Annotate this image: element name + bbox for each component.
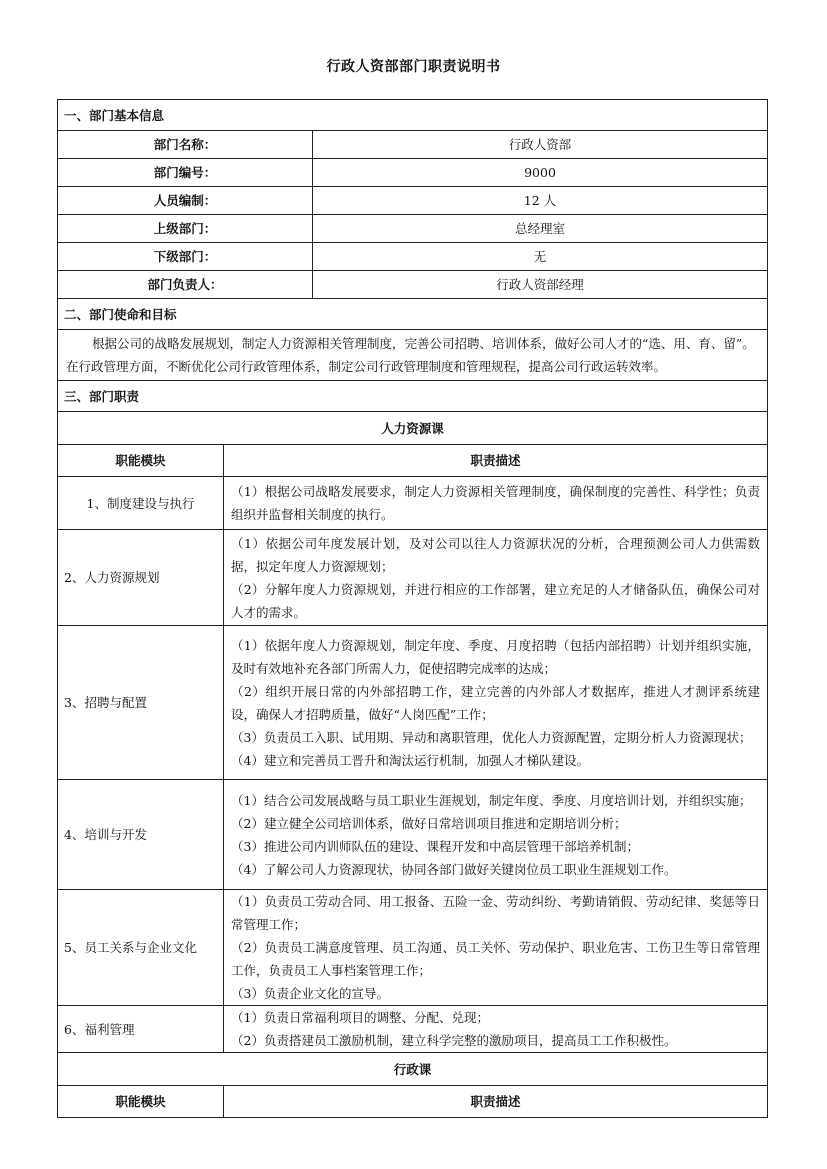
duty-item: （1）负责员工劳动合同、用工报备、五险一金、劳动纠纷、考勤请销假、劳动纪律、奖惩等日常管理工作； bbox=[231, 894, 760, 932]
info-value: 9000 bbox=[313, 159, 768, 187]
table-row bbox=[58, 780, 768, 890]
info-label: 部门编号： bbox=[58, 159, 313, 187]
module-name: 4、培训与开发 bbox=[58, 780, 224, 890]
info-label: 部门名称： bbox=[58, 131, 313, 159]
module-name: 2、人力资源规划 bbox=[58, 530, 224, 626]
duty-item: （4）了解公司人力资源现状，协同各部门做好关键岗位员工职业生涯规划工作。 bbox=[231, 861, 677, 877]
duty-item: （2）组织开展日常的内外部招聘工作，建立完善的内外部人才数据库，推进人才测评系统建设，确保人才招聘质量，做好“人岗匹配”工作； bbox=[231, 683, 760, 722]
module-desc bbox=[224, 626, 768, 780]
info-label: 下级部门： bbox=[58, 243, 313, 271]
module-desc bbox=[224, 530, 768, 626]
module-desc bbox=[224, 780, 768, 890]
section-header-duties bbox=[58, 381, 768, 412]
admin-column-header-row bbox=[58, 1086, 768, 1118]
module-desc bbox=[224, 890, 768, 1006]
duty-item: （3）负责员工入职、试用期、异动和离职管理，优化人力资源配置，定期分析人力资源现状； bbox=[231, 729, 752, 745]
table-row bbox=[58, 890, 768, 1006]
duty-item: （1）负责日常福利项目的调整、分配、兑现； bbox=[231, 1010, 489, 1025]
info-value: 总经理室 bbox=[313, 215, 768, 243]
duty-item: （2）建立健全公司培训体系，做好日常培训项目推进和定期培训分析； bbox=[231, 815, 627, 831]
info-row bbox=[58, 131, 768, 159]
subsection-hr bbox=[58, 412, 768, 445]
module-desc bbox=[224, 1006, 768, 1053]
section3-heading: 三、部门职责 bbox=[58, 381, 768, 412]
info-value: 行政人资部 bbox=[313, 131, 768, 159]
duty-item: （3）负责企业文化的宣导。 bbox=[231, 986, 389, 1001]
module-name: 1、制度建设与执行 bbox=[58, 477, 224, 530]
col-header-desc: 职责描述 bbox=[224, 445, 768, 477]
info-row bbox=[58, 187, 768, 215]
info-label: 人员编制： bbox=[58, 187, 313, 215]
mission-text: 根据公司的战略发展规划，制定人力资源相关管理制度，完善公司招聘、培训体系，做好公司人才的“选、用、育、留”。在行政管理方面，不断优化公司行政管理体系，制定公司行政管理制度和管理规程，提高公司行政运转效率。 bbox=[58, 330, 768, 381]
responsibility-table bbox=[57, 99, 768, 1118]
admin-subsection-title: 行政课 bbox=[58, 1053, 768, 1086]
info-value: 行政人资部经理 bbox=[313, 271, 768, 299]
duty-item: （4）建立和完善员工晋升和淘汰运行机制，加强人才梯队建设。 bbox=[231, 752, 589, 768]
duty-item: （2）分解年度人力资源规划，并进行相应的工作部署，建立充足的人才储备队伍，确保公司对人才的需求。 bbox=[231, 581, 760, 620]
duty-item: （1）根据公司战略发展要求，制定人力资源相关管理制度，确保制度的完善性、科学性；负责组织并监督相关制度的执行。 bbox=[231, 484, 760, 522]
duty-item: （2）负责搭建员工激励机制，建立科学完整的激励项目，提高员工工作积极性。 bbox=[231, 1033, 677, 1048]
info-row bbox=[58, 215, 768, 243]
hr-subsection-title: 人力资源课 bbox=[58, 412, 768, 445]
table-row bbox=[58, 1006, 768, 1053]
col-header-module: 职能模块 bbox=[58, 1086, 224, 1118]
info-row bbox=[58, 159, 768, 187]
duty-item: （1）结合公司发展战略与员工职业生涯规划，制定年度、季度、月度培训计划，并组织实施； bbox=[231, 792, 752, 808]
section-header-basic-info bbox=[58, 100, 768, 131]
info-row bbox=[58, 243, 768, 271]
col-header-module: 职能模块 bbox=[58, 445, 224, 477]
hr-column-header-row bbox=[58, 445, 768, 477]
module-name: 6、福利管理 bbox=[58, 1006, 224, 1053]
duty-item: （1）依据公司年度发展计划，及对公司以往人力资源状况的分析，合理预测公司人力供需数据，拟定年度人力资源规划； bbox=[231, 535, 760, 574]
duty-item: （2）负责员工满意度管理、员工沟通、员工关怀、劳动保护、职业危害、工伤卫生等日常管理工作，负责员工人事档案管理工作； bbox=[231, 940, 760, 978]
duty-item: （3）推进公司内训师队伍的建设、课程开发和中高层管理干部培养机制； bbox=[231, 838, 639, 854]
page-title: 行政人资部部门职责说明书 bbox=[326, 59, 501, 75]
table-row bbox=[58, 626, 768, 780]
duty-item: （1）依据年度人力资源规划，制定年度、季度、月度招聘（包括内部招聘）计划并组织实施，及时有效地补充各部门所需人力，促使招聘完成率的达成； bbox=[231, 637, 760, 676]
mission-row bbox=[58, 330, 768, 381]
info-row bbox=[58, 271, 768, 299]
info-value: 无 bbox=[313, 243, 768, 271]
module-desc bbox=[224, 477, 768, 530]
module-name: 5、员工关系与企业文化 bbox=[58, 890, 224, 1006]
info-label: 上级部门： bbox=[58, 215, 313, 243]
module-name: 3、招聘与配置 bbox=[58, 626, 224, 780]
section1-heading: 一、部门基本信息 bbox=[58, 100, 768, 131]
info-label: 部门负责人： bbox=[58, 271, 313, 299]
table-row bbox=[58, 530, 768, 626]
section2-heading: 二、部门使命和目标 bbox=[58, 299, 768, 330]
section-header-mission bbox=[58, 299, 768, 330]
subsection-admin bbox=[58, 1053, 768, 1086]
col-header-desc: 职责描述 bbox=[224, 1086, 768, 1118]
table-row bbox=[58, 477, 768, 530]
info-value: 12 人 bbox=[313, 187, 768, 215]
